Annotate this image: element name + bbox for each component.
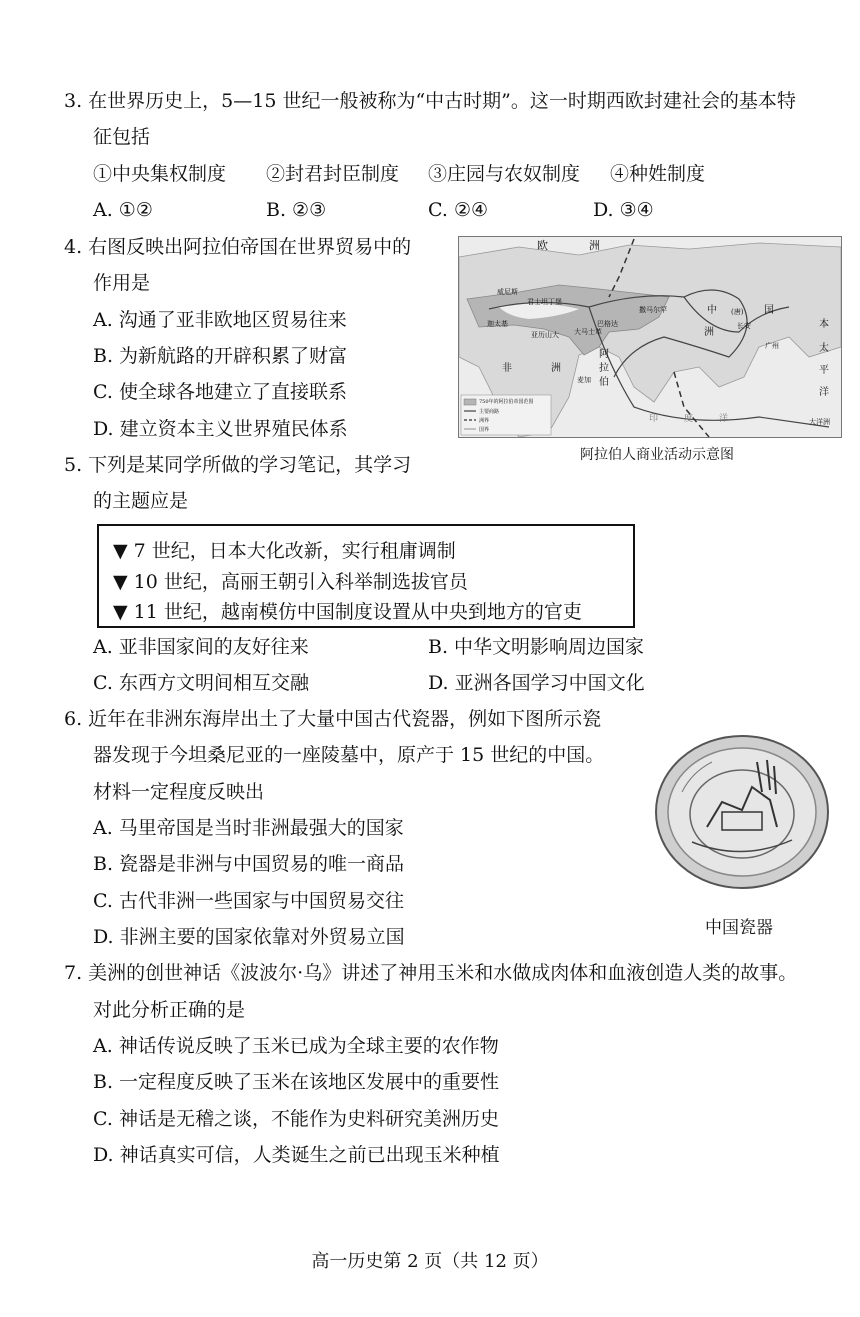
q3-option-b: B. ②③ bbox=[266, 199, 327, 221]
q7-option-c: C. 神话是无稽之谈，不能作为史料研究美洲历史 bbox=[93, 1108, 499, 1130]
map-label-pacific3: 平 bbox=[819, 365, 829, 376]
map-legend-2: 主要商路 bbox=[479, 409, 500, 415]
map-label-oceania: 大洋洲 bbox=[809, 418, 830, 426]
map-legend-1: 750年的阿拉伯帝国范围 bbox=[479, 399, 534, 405]
q4-stem-line1: 4. 右图反映出阿拉伯帝国在世界贸易中的 bbox=[64, 236, 412, 258]
map-label-indian2: 度 bbox=[684, 414, 694, 424]
q5-option-b: B. 中华文明影响周边国家 bbox=[428, 636, 645, 658]
map-label-asia3: 洲 bbox=[704, 327, 714, 338]
q7-option-d: D. 神话真实可信，人类诞生之前已出现玉米种植 bbox=[93, 1144, 500, 1166]
q4-option-c: C. 使全球各地建立了直接联系 bbox=[93, 381, 347, 403]
q4-option-a: A. 沟通了亚非欧地区贸易往来 bbox=[93, 309, 347, 331]
q7-option-b: B. 一定程度反映了玉米在该地区发展中的重要性 bbox=[93, 1071, 500, 1093]
map-label-constantinople: 君士坦丁堡 bbox=[527, 298, 562, 306]
map-label-europe2: 洲 bbox=[589, 239, 600, 252]
map-label-arab3: 伯 bbox=[599, 377, 609, 388]
map-label-indian1: 印 bbox=[649, 414, 659, 424]
map-label-arab2: 拉 bbox=[599, 363, 609, 374]
q3-option-d: D. ③④ bbox=[593, 199, 654, 221]
map-label-africa1: 非 bbox=[502, 363, 512, 374]
map-label-changan: 长安 bbox=[737, 322, 751, 330]
map-label-alexandria: 亚历山大 bbox=[531, 331, 559, 339]
q5-stem-line2: 的主题应是 bbox=[93, 490, 189, 512]
map-label-guangzhou: 广州 bbox=[765, 342, 779, 350]
q5-stem-line1: 5. 下列是某同学所做的学习笔记，其学习 bbox=[64, 454, 412, 476]
q5-note-3: ▼ 11 世纪，越南模仿中国制度设置从中央到地方的官吏 bbox=[113, 601, 582, 623]
map-label-venice: 威尼斯 bbox=[497, 288, 518, 296]
q4-option-b: B. 为新航路的开辟积累了财富 bbox=[93, 345, 348, 367]
q6-option-b: B. 瓷器是非洲与中国贸易的唯一商品 bbox=[93, 853, 405, 875]
map-label-pacific2: 太 bbox=[819, 343, 829, 354]
map-caption: 阿拉伯人商业活动示意图 bbox=[580, 447, 734, 463]
q3-item-1: ①中央集权制度 bbox=[93, 163, 227, 185]
q4-stem-line2: 作用是 bbox=[93, 272, 151, 294]
q3-item-3: ③庄园与农奴制度 bbox=[428, 163, 581, 185]
map-legend-4: 国界 bbox=[479, 427, 490, 433]
porcelain-image bbox=[652, 732, 832, 894]
q6-option-a: A. 马里帝国是当时非洲最强大的国家 bbox=[93, 817, 404, 839]
map-legend-3: 洲界 bbox=[479, 418, 490, 424]
map-label-pacific1: 本 bbox=[819, 319, 829, 330]
q5-option-a: A. 亚非国家间的友好往来 bbox=[93, 636, 309, 658]
q5-note-2: ▼ 10 世纪，高丽王朝引入科举制选拔官员 bbox=[113, 571, 468, 593]
q3-option-c: C. ②④ bbox=[428, 199, 489, 221]
map-label-tang: (唐) bbox=[731, 308, 744, 316]
q7-option-a: A. 神话传说反映了玉米已成为全球主要的农作物 bbox=[93, 1035, 499, 1057]
map-label-arab1: 阿 bbox=[599, 349, 609, 360]
q5-option-d: D. 亚洲各国学习中国文化 bbox=[428, 672, 645, 694]
map-graphic bbox=[459, 237, 841, 437]
arab-trade-map bbox=[458, 236, 842, 438]
q3-stem-line2: 征包括 bbox=[93, 126, 151, 148]
q6-stem-line2: 器发现于今坦桑尼亚的一座陵墓中，原产于 15 世纪的中国。 bbox=[93, 744, 605, 766]
map-label-indian3: 洋 bbox=[719, 414, 729, 424]
q6-option-d: D. 非洲主要的国家依靠对外贸易立国 bbox=[93, 926, 405, 948]
map-label-damascus: 大马士革 bbox=[574, 328, 602, 336]
q6-stem-line1: 6. 近年在非洲东海岸出土了大量中国古代瓷器，例如下图所示瓷 bbox=[64, 708, 602, 730]
q3-stem-line1: 3. 在世界历史上，5—15 世纪一般被称为“中古时期”。这一时期西欧封建社会的基本特 bbox=[64, 90, 796, 112]
map-label-samarkand: 撒马尔罕 bbox=[639, 306, 667, 314]
q5-note-1: ▼ 7 世纪，日本大化改新，实行租庸调制 bbox=[113, 540, 456, 562]
map-label-europe1: 欧 bbox=[537, 239, 548, 252]
q7-stem-line2: 对此分析正确的是 bbox=[93, 999, 246, 1021]
map-label-africa2: 洲 bbox=[551, 363, 561, 374]
q6-stem-line3: 材料一定程度反映出 bbox=[93, 781, 265, 803]
map-label-mecca: 麦加 bbox=[577, 376, 591, 384]
map-label-pacific4: 洋 bbox=[819, 387, 829, 398]
q5-option-c: C. 东西方文明间相互交融 bbox=[93, 672, 309, 694]
page-footer: 高一历史第 2 页（共 12 页） bbox=[311, 1251, 549, 1272]
porcelain-caption: 中国瓷器 bbox=[705, 918, 773, 938]
q3-item-2: ②封君封臣制度 bbox=[266, 163, 400, 185]
q3-item-4: ④种姓制度 bbox=[610, 163, 706, 185]
q7-stem-line1: 7. 美洲的创世神话《波波尔·乌》讲述了神用玉米和水做成肉体和血液创造人类的故事。 bbox=[64, 962, 798, 984]
map-label-baghdad: 巴格达 bbox=[597, 320, 618, 328]
q3-option-a: A. ①② bbox=[93, 199, 153, 221]
map-label-carthage: 迦太基 bbox=[487, 320, 508, 328]
q5-notes-box bbox=[97, 524, 635, 628]
map-label-asia1: 中 bbox=[707, 305, 717, 316]
map-label-asia2: 国 bbox=[764, 305, 774, 316]
q6-option-c: C. 古代非洲一些国家与中国贸易交往 bbox=[93, 890, 404, 912]
q4-option-d: D. 建立资本主义世界殖民体系 bbox=[93, 418, 348, 440]
